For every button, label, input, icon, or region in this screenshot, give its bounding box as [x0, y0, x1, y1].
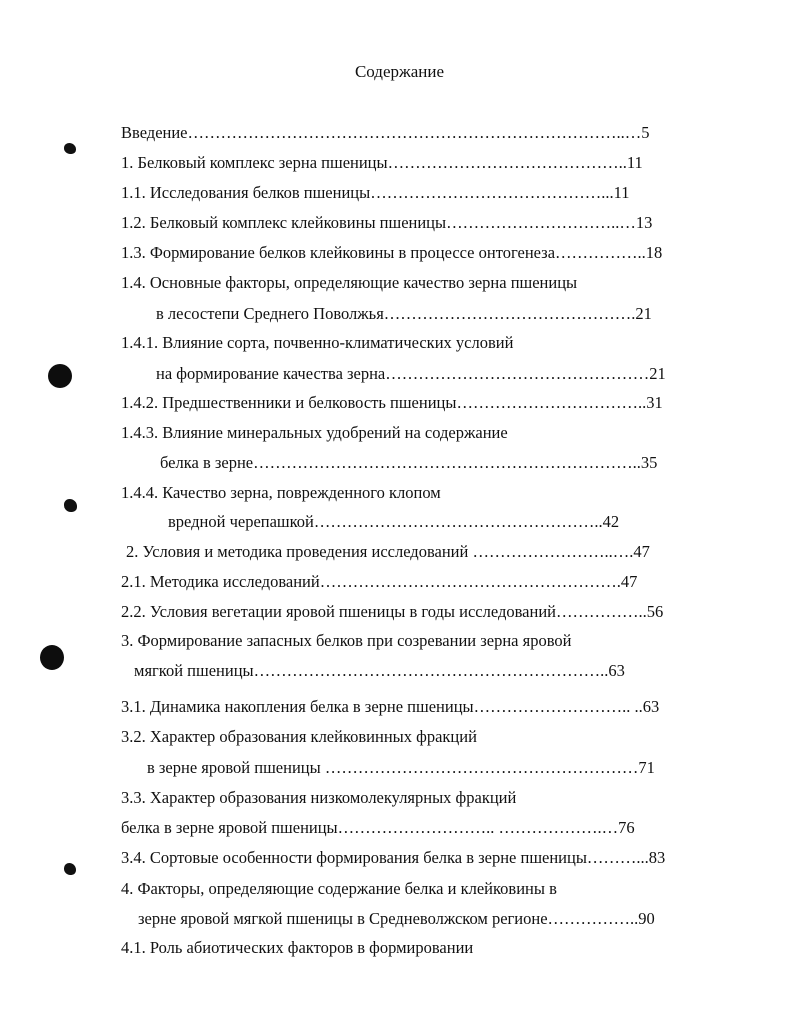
page-title: Содержание: [354, 62, 445, 81]
toc-entry-1-4-1: 1.4.1. Влияние сорта, почвенно-климатических условий: [121, 333, 514, 352]
toc-entry-1-4-3: 1.4.3. Влияние минеральных удобрений на содержание: [121, 423, 508, 442]
toc-entry-1: 1. Белковый комплекс зерна пшеницы……………………………………..11: [121, 153, 643, 172]
ink-blot-mark: [64, 499, 77, 512]
toc-entry-3-1: 3.1. Динамика накопления белка в зерне пшеницы……………………….. ..63: [121, 697, 660, 716]
toc-entry-3: 3. Формирование запасных белков при созревании зерна яровой: [121, 631, 572, 650]
toc-entry-3-2-cont: в зерне яровой пшеницы …………………………………………………71: [147, 758, 655, 777]
toc-entry-1-4-4: 1.4.4. Качество зерна, поврежденного клопом: [121, 483, 441, 502]
toc-entry-1-4-cont: в лесостепи Среднего Поволжья……………………………………….21: [156, 304, 652, 323]
toc-entry-1-4: 1.4. Основные факторы, определяющие качество зерна пшеницы: [121, 273, 578, 292]
toc-entry-3-3-cont: белка в зерне яровой пшеницы……………………….. ……………….…76: [121, 818, 635, 837]
toc-entry-3-3: 3.3. Характер образования низкомолекулярных фракций: [121, 788, 517, 807]
toc-entry-1-4-3-cont: белка в зерне……………………………………………………………..35: [160, 453, 658, 472]
toc-entry-3-cont: мягкой пшеницы………………………………………………………..63: [134, 661, 625, 680]
toc-entry-4-cont: зерне яровой мягкой пшеницы в Средневолжском регионе……………..90: [138, 909, 655, 928]
punch-hole-mark: [40, 645, 64, 670]
toc-entry-4-1: 4.1. Роль абиотических факторов в формировании: [121, 938, 474, 957]
toc-entry-2-2: 2.2. Условия вегетации яровой пшеницы в годы исследований……………..56: [121, 602, 664, 621]
toc-entry-2: 2. Условия и методика проведения исследований ……………………..….47: [126, 542, 650, 561]
toc-entry-1-1: 1.1. Исследования белков пшеницы……………………………………...11: [121, 183, 630, 202]
toc-entry-1-2: 1.2. Белковый комплекс клейковины пшеницы…………………………..…13: [121, 213, 653, 232]
toc-entry-intro: Введение……………………………………………………………………..…5: [121, 123, 650, 142]
toc-entry-1-4-4-cont: вредной черепашкой……………………………………………..42: [168, 512, 620, 531]
toc-entry-3-2: 3.2. Характер образования клейковинных фракций: [121, 727, 477, 746]
punch-hole-mark: [48, 364, 72, 388]
toc-entry-2-1: 2.1. Методика исследований……………………………………………….47: [121, 572, 638, 591]
toc-entry-3-4: 3.4. Сортовые особенности формирования белка в зерне пшеницы………...83: [121, 848, 666, 867]
ink-blot-mark: [64, 143, 76, 154]
ink-blot-mark: [64, 863, 76, 875]
toc-entry-1-4-2: 1.4.2. Предшественники и белковость пшеницы……………………………..31: [121, 393, 663, 412]
toc-entry-1-4-1-cont: на формирование качества зерна…………………………………………21: [156, 364, 666, 383]
toc-entry-4: 4. Факторы, определяющие содержание белка и клейковины в: [121, 879, 557, 898]
toc-entry-1-3: 1.3. Формирование белков клейковины в процессе онтогенеза……………..18: [121, 243, 663, 262]
